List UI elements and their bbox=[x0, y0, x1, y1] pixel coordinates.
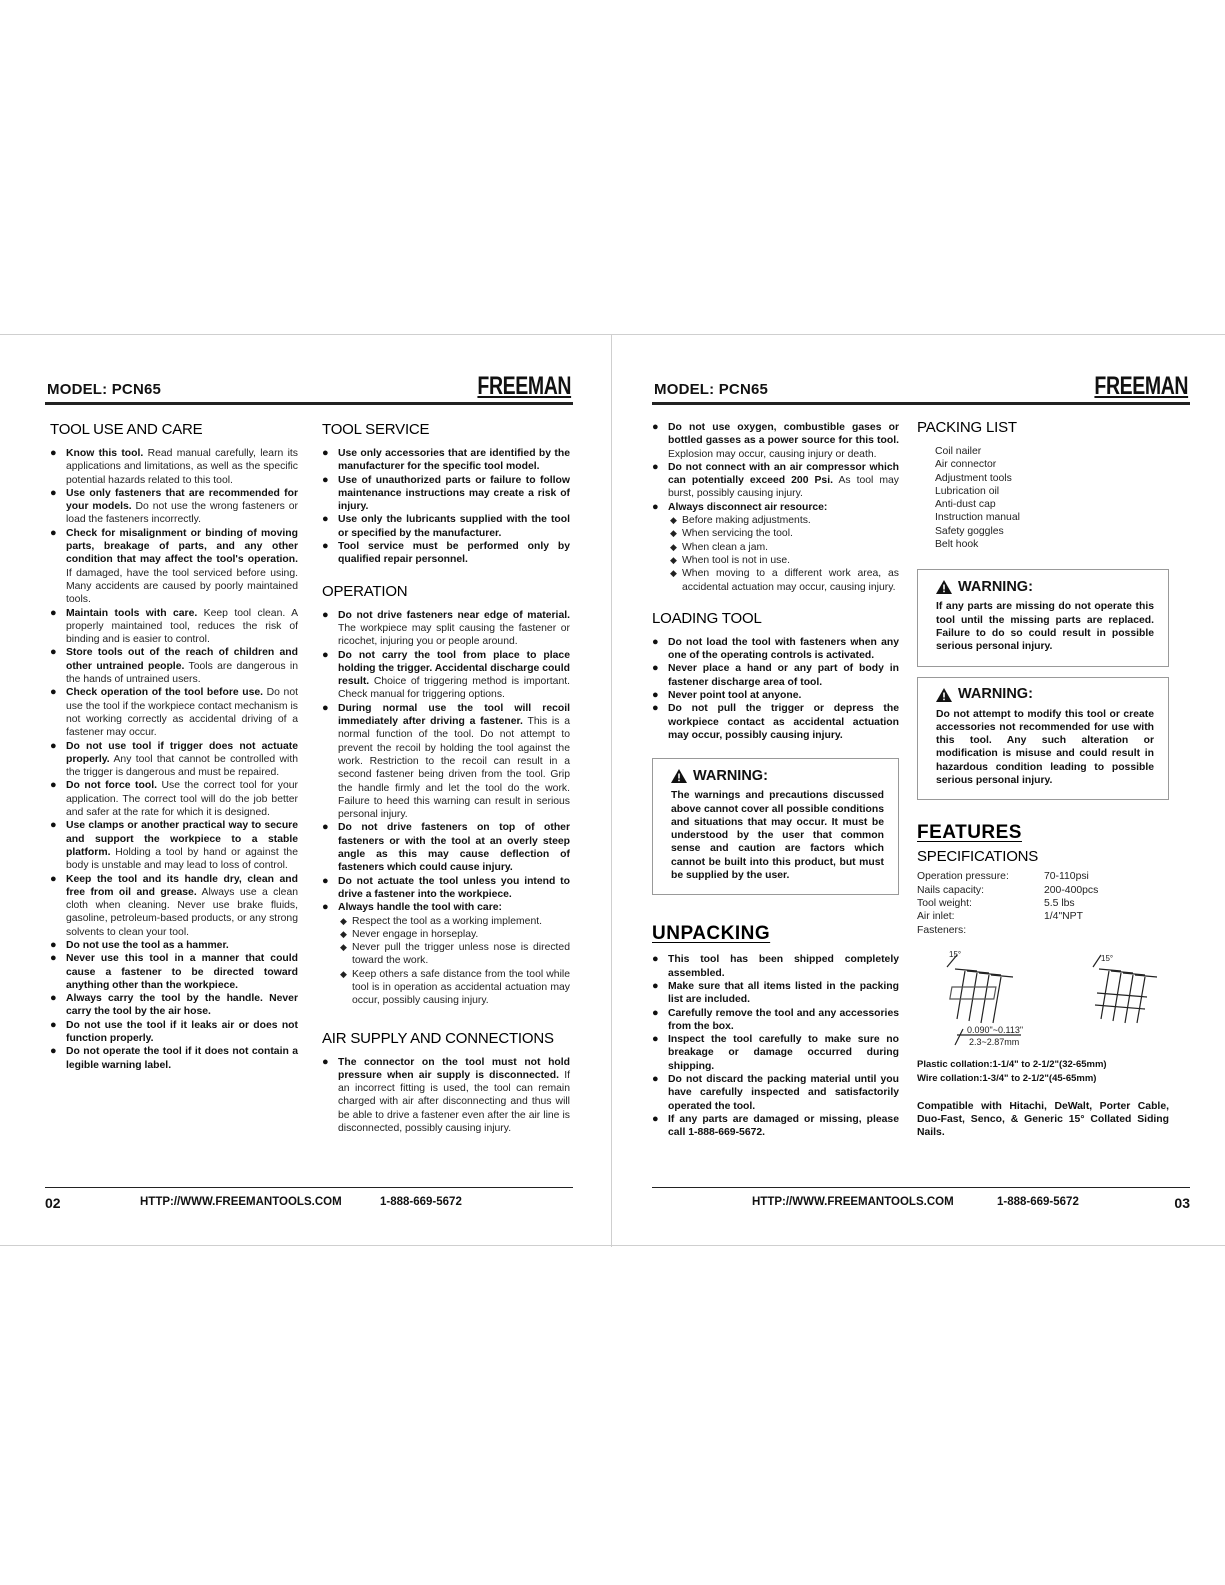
spec-label: Air inlet: bbox=[917, 911, 955, 923]
tool-use-column bbox=[50, 421, 298, 1072]
collation-illustration bbox=[917, 947, 1169, 1057]
unpacking-section bbox=[652, 925, 899, 1139]
list-item: ● During normal use the tool will recoil immediately after driving a fastener. This is a normal function of the tool. Do not attempt to prevent the recoil by holding the tool against the work. Restriction to the recoil can result in a second fastener being driven from the tool. Grip the handle firmly and let the tool do the work. Failure to heed this warning can result in serious personal injury. bbox=[322, 702, 570, 822]
plastic-collation: Plastic collation:1-1/4" to 2-1/2"(32-65mm) bbox=[917, 1058, 1107, 1070]
list-item: ● Inspect the tool carefully to make sure no breakage or damage occurred during shipping. bbox=[652, 1033, 899, 1073]
list-item: ● Use only accessories that are identified by the manufacturer for the specific tool model. bbox=[322, 447, 570, 474]
loading-list bbox=[652, 636, 899, 742]
right-page bbox=[612, 335, 1225, 1247]
specifications-title: SPECIFICATIONS bbox=[917, 848, 1039, 866]
list-item: ● Check for misalignment or binding of moving parts, breakage of parts, and any other condition that may affect the tool's operation. If damaged, have the tool serviced before using. Many accidents are caused by poorly maintained tools. bbox=[50, 527, 298, 607]
air-supply-list bbox=[322, 1056, 570, 1136]
warning-box-missing bbox=[917, 569, 1169, 666]
power-source-list bbox=[652, 421, 899, 594]
disconnect-sublist bbox=[670, 514, 899, 594]
spec-value: 5.5 lbs bbox=[1044, 897, 1075, 909]
packing-item: Coil nailer bbox=[935, 446, 982, 457]
list-item: ● Never point tool at anyone. bbox=[652, 689, 899, 702]
operation-section bbox=[322, 583, 570, 1008]
sub-list-item: ◆ When clean a jam. bbox=[670, 541, 899, 554]
list-item: ● Know this tool. Read manual carefully, learn its applications and limitations, as well as the specific potential hazards related to this tool. bbox=[50, 447, 298, 487]
list-item: ● Do not use the tool if it leaks air or does not function properly. bbox=[50, 1019, 298, 1046]
sub-list-item: ◆ When moving to a different work area, as accidental actuation may occur, causing injury. bbox=[670, 567, 899, 594]
sub-list-item: ◆ When tool is not in use. bbox=[670, 554, 899, 567]
sub-list-item: ◆ When servicing the tool. bbox=[670, 527, 899, 540]
footer-url: HTTP://WWW.FREEMANTOOLS.COM bbox=[752, 1196, 954, 1208]
sub-list-item: ◆ Before making adjustments. bbox=[670, 514, 899, 527]
list-item: ● Do not pull the trigger or depress the workpiece contact as accidental actuation may occur, possibly causing injury. bbox=[652, 702, 899, 742]
list-item: ● Do not load the tool with fasteners when any one of the operating controls is activated. bbox=[652, 636, 899, 663]
spec-value: 200-400pcs bbox=[1044, 884, 1099, 896]
sub-list-item: ◆ Never pull the trigger unless nose is directed toward the work. bbox=[340, 941, 570, 968]
features-title: FEATURES bbox=[917, 822, 1022, 844]
page-footer bbox=[652, 1187, 1190, 1213]
sub-list-item: ◆ Never engage in horseplay. bbox=[340, 928, 570, 941]
operation-list bbox=[322, 609, 570, 1008]
warning-box-general bbox=[652, 758, 899, 895]
tool-use-list bbox=[50, 447, 298, 1072]
packing-item: Adjustment tools bbox=[935, 472, 1012, 484]
air-supply-section bbox=[322, 1030, 570, 1136]
footer-phone: 1-888-669-5672 bbox=[997, 1196, 1079, 1208]
packing-column bbox=[917, 419, 1169, 1140]
list-item: ● Do not use tool if trigger does not actuate properly. Any tool that cannot be controlled with the trigger is dangerous and must be repaired. bbox=[50, 740, 298, 780]
loading-section bbox=[652, 610, 899, 742]
list-item: ● Use clamps or another practical way to secure and support the workpiece to a stable platform. Holding a tool by hand or against the body is unstable and may lead to loss of control. bbox=[50, 819, 298, 872]
list-item: ● Check operation of the tool before use. Do not use the tool if the workpiece contact mechanism is not working correctly as accidental driving of a fastener may occur. bbox=[50, 686, 298, 739]
warning-icon bbox=[936, 580, 952, 594]
tool-service-list bbox=[322, 447, 570, 567]
footer-phone: 1-888-669-5672 bbox=[380, 1196, 462, 1208]
list-item: ● Maintain tools with care. Keep tool clean. A properly maintained tool, reduces the risk of binding and is easier to control. bbox=[50, 607, 298, 647]
spec-value: 70-110psi bbox=[1044, 871, 1089, 883]
list-item: ● Use only the lubricants supplied with the tool or specified by the manufacturer. bbox=[322, 513, 570, 540]
warning-text: Do not attempt to modify this tool or create accessories not recommended for use with this tool. Any such alteration or modification is misuse and could result in hazardous condition leading to possible serious personal injury. bbox=[936, 708, 1154, 787]
spec-value bbox=[1044, 924, 1169, 937]
list-item: ● Do not operate the tool if it does not contain a legible warning label. bbox=[50, 1045, 298, 1072]
manual-spread bbox=[0, 334, 1225, 1246]
service-column bbox=[322, 421, 570, 1151]
care-sublist bbox=[340, 915, 570, 1008]
list-item: ● If any parts are damaged or missing, please call 1-888-669-5672. bbox=[652, 1113, 899, 1140]
brand-logo: FREEMAN bbox=[1094, 372, 1188, 400]
warning-title: WARNING: bbox=[958, 685, 1033, 702]
list-item: ● Do not connect with an air compressor which can potentially exceed 200 Psi. As tool may burst, possibly causing injury. bbox=[652, 461, 899, 501]
warning-title: WARNING: bbox=[693, 767, 768, 784]
page-number: 02 bbox=[45, 1195, 61, 1211]
angle-label: 15° bbox=[949, 949, 962, 959]
spec-label: Tool weight: bbox=[917, 897, 972, 909]
power-source-section bbox=[652, 421, 899, 594]
list-item: ● Do not discard the packing material until you have carefully inspected and satisfactorily operated the tool. bbox=[652, 1073, 899, 1113]
list-item: ● Do not carry the tool from place to place holding the trigger. Accidental discharge could result. Choice of triggering method is important. Check manual for triggering options. bbox=[322, 649, 570, 702]
list-item: ● Store tools out of the reach of children and other untrained people. Tools are dangerous in the hands of untrained users. bbox=[50, 646, 298, 686]
compatibility-note: Compatible with Hitachi, DeWalt, Porter Cable, Duo-Fast, Senco, & Generic 15° Collated Siding Nails. bbox=[917, 1100, 1169, 1139]
list-item: ● Do not drive fasteners near edge of material. The workpiece may split causing the fastener or ricochet, injuring you or people around. bbox=[322, 609, 570, 649]
list-item: ● Always carry the tool by the handle. Never carry the tool by the air hose. bbox=[50, 992, 298, 1019]
dimension-mm: 2.3~2.87mm bbox=[969, 1036, 1020, 1047]
tool-service-title: TOOL SERVICE bbox=[322, 421, 430, 438]
list-item: ● Do not actuate the tool unless you intend to drive a fastener into the workpiece. bbox=[322, 875, 570, 902]
tool-use-title: TOOL USE AND CARE bbox=[50, 421, 203, 438]
dimension-inch: 0.090"~0.113" bbox=[967, 1024, 1024, 1035]
page-footer bbox=[45, 1187, 573, 1213]
packing-item: Safety goggles bbox=[935, 525, 1004, 537]
features-section bbox=[917, 824, 1169, 1139]
warning-title: WARNING: bbox=[958, 578, 1033, 595]
spec-value: 1/4"NPT bbox=[1044, 911, 1083, 923]
loading-title: LOADING TOOL bbox=[652, 609, 762, 627]
footer-url: HTTP://WWW.FREEMANTOOLS.COM bbox=[140, 1196, 342, 1208]
spec-label: Fasteners: bbox=[917, 924, 967, 936]
list-item: ● Do not use the tool as a hammer. bbox=[50, 939, 298, 952]
list-item: ● Tool service must be performed only by qualified repair personnel. bbox=[322, 540, 570, 567]
warning-box-modify bbox=[917, 677, 1169, 801]
list-item: ● The connector on the tool must not hold pressure when air supply is disconnected. If an incorrect fitting is used, the tool can remain charged with air after disconnecting and thus will be able to drive a fastener even after the air line is disconnected, possibly causing injury. bbox=[322, 1056, 570, 1136]
nail-collation-diagram bbox=[917, 947, 1169, 1057]
list-item: ● Carefully remove the tool and any accessories from the box. bbox=[652, 1007, 899, 1034]
unpacking-list bbox=[652, 953, 899, 1139]
tool-service-section bbox=[322, 421, 570, 567]
angle-label: 15° bbox=[1101, 953, 1114, 963]
warning-text: If any parts are missing do not operate this tool until the missing parts are replaced. Failure to do so could result in possible serious personal injury. bbox=[936, 601, 1154, 653]
warning-icon bbox=[936, 688, 952, 702]
packing-item: Air connector bbox=[935, 459, 997, 471]
packing-list bbox=[917, 445, 1169, 551]
warning-text: The warnings and precautions discussed above cannot cover all possible conditions and situations that may occur. It must be understood by the user that common sense and caution are factors which cannot be built into this product, but must be supplied by the user. bbox=[671, 790, 884, 882]
operation-title: OPERATION bbox=[322, 582, 408, 600]
spec-label: Nails capacity: bbox=[917, 884, 984, 896]
packing-item: Lubrication oil bbox=[935, 485, 1000, 497]
list-item: ● Never place a hand or any part of body in fastener discharge area of tool. bbox=[652, 662, 899, 689]
list-item: ● Do not drive fasteners on top of other fasteners or with the tool at an overly steep angle as this may cause deflection of fasteners which could cause injury. bbox=[322, 821, 570, 874]
page-header bbox=[652, 365, 1190, 405]
list-item: ● This tool has been shipped completely assembled. bbox=[652, 953, 899, 980]
list-item: ● Always disconnect air resource: ◆ Before making adjustments. ◆ When servicing the tool. ◆ When clean a jam. ◆ When tool is not in use. ◆ When moving to a different work area, as accidental actuation may occur, causing injury. bbox=[652, 501, 899, 594]
sub-list-item: ◆ Respect the tool as a working implement. bbox=[340, 915, 570, 928]
list-item: ● Never use this tool in a manner that could cause a fastener to be directed toward anything other than the workpiece. bbox=[50, 952, 298, 992]
warning-icon bbox=[671, 769, 687, 783]
page-number: 03 bbox=[1174, 1195, 1190, 1211]
air-supply-title: AIR SUPPLY AND CONNECTIONS bbox=[322, 1029, 554, 1047]
spec-label: Operation pressure: bbox=[917, 871, 1009, 883]
left-page bbox=[0, 335, 612, 1247]
packing-item: Instruction manual bbox=[935, 512, 1020, 524]
list-item: ● Always handle the tool with care: ◆ Respect the tool as a working implement. ◆ Never engage in horseplay. ◆ Never pull the trigger unless nose is directed toward the work. ◆ Keep others a safe distance from the tool while tool is in operation as accidental actuation may occur, possibly causing injury. bbox=[322, 901, 570, 1007]
model-label: MODEL: PCN65 bbox=[47, 381, 162, 398]
list-item: ● Do not force tool. Use the correct tool for your application. The correct tool will do the job better and safer at the rate for which it is designed. bbox=[50, 779, 298, 819]
specifications-table bbox=[917, 870, 1169, 936]
list-item: ● Keep the tool and its handle dry, clean and free from oil and grease. Always use a clean cloth when cleaning. Never use brake fluids, gasoline, petroleum-based products, or any strong solvents to clean your tool. bbox=[50, 873, 298, 939]
packing-item: Anti-dust cap bbox=[935, 499, 996, 511]
wire-collation: Wire collation:1-3/4" to 2-1/2"(45-65mm) bbox=[917, 1073, 1097, 1085]
packing-item: Belt hook bbox=[935, 539, 979, 551]
unpacking-title: UNPACKING bbox=[652, 923, 771, 945]
safety-column bbox=[652, 421, 899, 1155]
brand-logo: FREEMAN bbox=[477, 372, 571, 400]
page-header bbox=[45, 365, 573, 405]
list-item: ● Use only fasteners that are recommended for your models. Do not use the wrong fasteners or load the fasteners incorrectly. bbox=[50, 487, 298, 527]
list-item: ● Make sure that all items listed in the packing list are included. bbox=[652, 980, 899, 1007]
sub-list-item: ◆ Keep others a safe distance from the tool while tool is in operation as accidental actuation may occur, possibly causing injury. bbox=[340, 968, 570, 1008]
packing-list-title: PACKING LIST bbox=[917, 419, 1017, 436]
list-item: ● Use of unauthorized parts or failure to follow maintenance instructions may create a risk of injury. bbox=[322, 474, 570, 514]
model-label: MODEL: PCN65 bbox=[654, 381, 769, 398]
list-item: ● Do not use oxygen, combustible gases or bottled gasses as a power source for this tool. Explosion may occur, causing injury or death. bbox=[652, 421, 899, 461]
